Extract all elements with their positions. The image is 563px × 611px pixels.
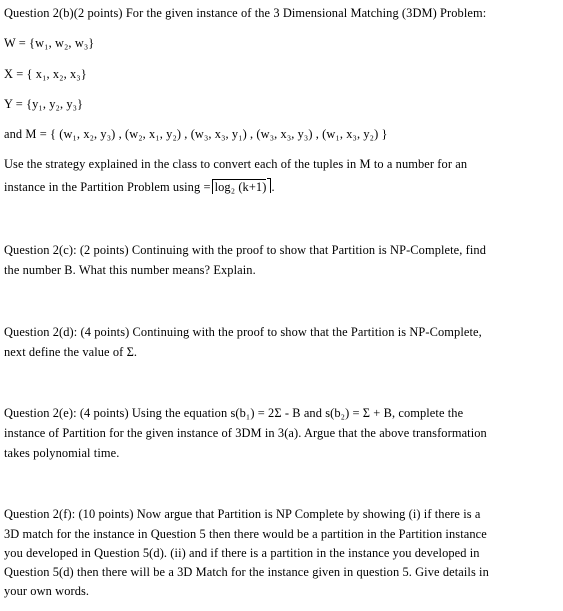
q2d-line-2: next define the value of Σ. [4,345,138,359]
q2e-line-1: Question 2(e): (4 points) Using the equation s(b₁) = 2Σ - B and s(b₂) = Σ + B, complete the [4,406,464,420]
q2f-line-1: Question 2(f): (10 points) Now argue that Partition is NP Complete by showing (i) if there is a [4,507,481,521]
set-y: Y = {y₁, y₂, y₃} [4,97,84,111]
q2c-line-2: the number B. What this number means? Explain. [4,263,256,277]
q2b-instruction-1: Use the strategy explained in the class to convert each of the tuples in M to a number for an [4,157,468,171]
q2e-line-2: instance of Partition for the given instance of 3DM in 3(a). Argue that the above transformation [4,426,487,440]
q2c-line-1: Question 2(c): (2 points) Continuing with the proof to show that Partition is NP-Complete, find [4,243,487,257]
set-w: W = {w₁, w₂, w₃} [4,36,95,50]
q2f-line-4: Question 5(d) then there will be a 3D Match for the instance given in question 5. Give details in [4,565,489,579]
ceiling-formula: log₂ (k+1) [212,179,267,194]
set-m: and M = { (w₁, x₂, y₃) , (w₂, x₁, y₂) , (w₃, x₃, y₁) , (w₃, x₃, y₃) , (w₁, x₃, y₂) } [4,127,388,141]
q2e-line-3: takes polynomial time. [4,446,120,460]
q2b-instruction-2 [4,178,275,195]
q2f-line-5: your own words. [4,584,90,598]
q2b-instruction-2-end: . [271,180,275,194]
q2f-line-2: 3D match for the instance in Question 5 then there would be a partition in the Partition instance [4,527,487,541]
q2d-line-1: Question 2(d): (4 points) Continuing with the proof to show that the Partition is NP-Complete, [4,325,482,339]
q2f-line-3: you developed in Question 5(d). (ii) and if there is a partition in the instance you developed in [4,546,480,560]
q2b-heading: Question 2(b)(2 points) For the given instance of the 3 Dimensional Matching (3DM) Problem: [4,6,487,20]
q2b-instruction-2-text: instance in the Partition Problem using = [4,180,211,194]
set-x: X = { x₁, x₂, x₃} [4,67,87,81]
